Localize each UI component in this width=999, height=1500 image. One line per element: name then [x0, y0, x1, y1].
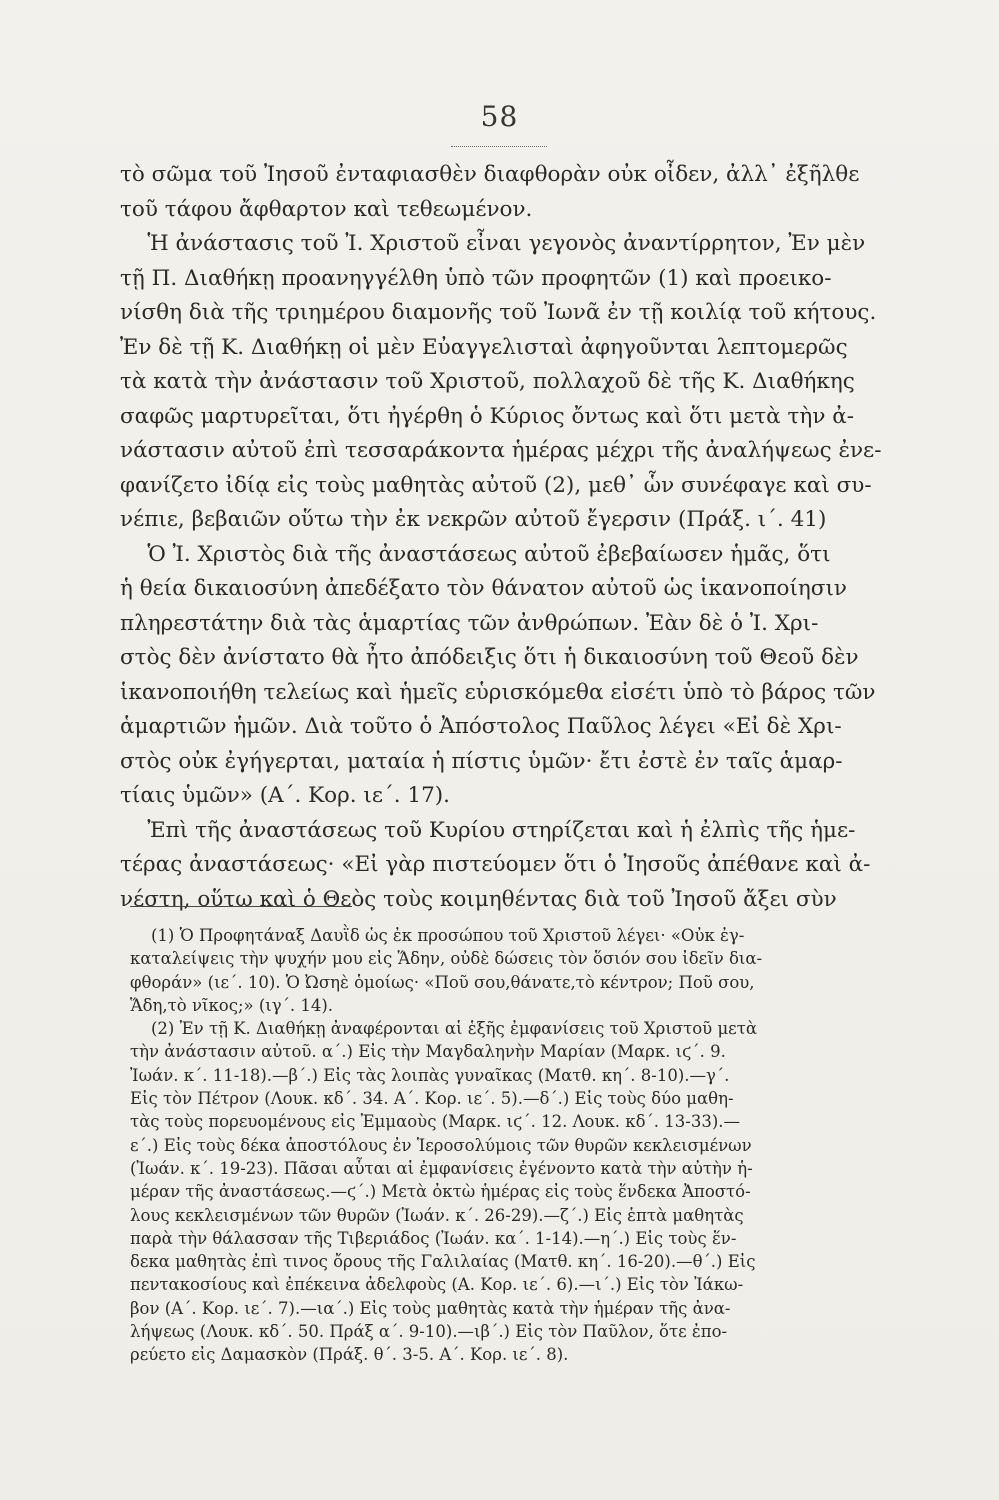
text-line: τῇ Π. Διαθήκῃ προανηγγέλθη ὑπὸ τῶν προφητῶν (1) καὶ προεικο- [120, 265, 832, 291]
footnote-line: ε΄.) Εἰς τοὺς δέκα ἀποστόλους ἐν Ἱεροσολύμοις τῶν θυρῶν κεκλεισμένων [130, 1135, 752, 1155]
footnote-line: (2) Ἐν τῇ Κ. Διαθήκῃ ἀναφέρονται αἱ ἑξῆς ἐμφανίσεις τοῦ Χριστοῦ μετὰ [130, 1019, 757, 1039]
text-line: τὸ σῶμα τοῦ Ἰησοῦ ἐνταφιασθὲν διαφθορὰν οὐκ οἶδεν, ἀλλ᾽ ἐξῆλθε [120, 162, 860, 187]
text-line: νίσθη διὰ τῆς τριημέρου διαμονῆς τοῦ Ἰωνᾶ ἐν τῇ κοιλίᾳ τοῦ κήτους. [120, 300, 877, 325]
footnote-line: παρὰ τὴν θάλασσαν τῆς Τιβεριάδος (Ἰωάν. κα΄. 1-14).—η΄.) Εἰς τοὺς ἕν- [130, 1228, 737, 1248]
text-line: νέστη, οὕτω καὶ ὁ Θεὸς τοὺς κοιμηθέντας διὰ τοῦ Ἰησοῦ ἄξει σὺν [120, 886, 837, 912]
footnote-line: ρεύετο εἰς Δαμασκὸν (Πράξ. θ΄. 3-5. Α΄. Κορ. ιε΄. 8). [130, 1345, 569, 1365]
footnote-line: Ἰωάν. κ΄. 11-18).—β΄.) Εἰς τὰς λοιπὰς γυναῖκας (Ματθ. κη΄. 8-10).—γ΄. [130, 1065, 730, 1085]
text-line: τοῦ τάφου ἄφθαρτον καὶ τεθεωμένον. [120, 196, 533, 222]
footnote-line: (1) Ὁ Προφητάναξ Δαυῒδ ὡς ἐκ προσώπου τοῦ Χριστοῦ λέγει· «Οὐκ ἐγ- [130, 926, 745, 945]
footnote-line: βον (Α΄. Κορ. ιε΄. 7).—ια΄.) Εἰς τοὺς μαθητὰς κατὰ τὴν ἡμέραν τῆς ἀνα- [130, 1298, 731, 1318]
text-line: νέπιε, βεβαιῶν οὕτω τὴν ἐκ νεκρῶν αὐτοῦ ἔγερσιν (Πράξ. ι΄. 41) [120, 507, 827, 532]
text-line: στὸς δὲν ἀνίστατο θὰ ἦτο ἀπόδειξις ὅτι ἡ δικαιοσύνη τοῦ Θεοῦ δὲν [120, 645, 859, 670]
footnote-line: Ἅδη,τὸ νῖκος;» (ιγ΄. 14). [130, 995, 334, 1015]
footnote-line: τὴν ἀνάστασιν αὐτοῦ. α΄.) Εἰς τὴν Μαγδαληνὴν Μαρίαν (Μαρκ. ιϛ΄. 9. [130, 1042, 726, 1062]
page-number: 58 [480, 100, 519, 133]
footnote-line: μέραν τῆς ἀναστάσεως.—ϛ΄.) Μετὰ ὀκτὼ ἡμέρας εἰς τοὺς ἕνδεκα Ἀποστό- [130, 1182, 751, 1202]
footnotes [130, 924, 905, 1367]
footnote-line: δεκα μαθητὰς ἐπὶ τινος ὄρους τῆς Γαλιλαίας (Ματθ. κη΄. 16-20).—θ΄.) Εἰς [130, 1252, 756, 1272]
footnote-line: λήψεως (Λουκ. κδ΄. 50. Πράξ α΄. 9-10).—ιβ΄.) Εἰς τὸν Παῦλον, ὅτε ἐπο- [130, 1322, 728, 1342]
footnote-line: Εἰς τὸν Πέτρον (Λουκ. κδ΄. 34. Α΄. Κορ. ιε΄. 5).—δ΄.) Εἰς τοὺς δύο μαθη- [130, 1089, 734, 1109]
footnote-line: φθοράν» (ιε΄. 10). Ὁ Ὠσηὲ ὁμοίως· «Ποῦ σου,θάνατε,τὸ κέντρον; Ποῦ σου, [130, 972, 755, 992]
text-line: φανίζετο ἰδίᾳ εἰς τοὺς μαθητὰς αὐτοῦ (2), μεθ᾽ ὧν συνέφαγε καὶ συ- [120, 472, 872, 498]
footnote-line: πεντακοσίους καὶ ἐπέκεινα ἀδελφοὺς (Α. Κορ. ιε΄. 6).—ι΄.) Εἰς τὸν Ἰάκω- [130, 1275, 744, 1295]
text-line: Ὁ Ἰ. Χριστὸς διὰ τῆς ἀναστάσεως αὐτοῦ ἐβεβαίωσεν ἡμᾶς, ὅτι [120, 541, 831, 567]
text-line: Ἐν δὲ τῇ Κ. Διαθήκῃ οἱ μὲν Εὐαγγελισταὶ ἀφηγοῦνται λεπτομερῶς [120, 334, 848, 360]
text-line: στὸς οὐκ ἐγήγερται, ματαία ἡ πίστις ὑμῶν· ἔτι ἐστὲ ἐν ταῖς ἁμαρ- [120, 748, 843, 774]
text-line: Ἡ ἀνάστασις τοῦ Ἰ. Χριστοῦ εἶναι γεγονὸς ἀναντίρρητον, Ἐν μὲν [120, 231, 866, 256]
footnote-line: (Ἰωάν. κ΄. 19-23). Πᾶσαι αὗται αἱ ἐμφανίσεις ἐγένοντο κατὰ τὴν αὐτὴν ἡ- [130, 1158, 753, 1178]
text-line: σαφῶς μαρτυρεῖται, ὅτι ἠγέρθη ὁ Κύριος ὄντως καὶ ὅτι μετὰ τὴν ἀ- [120, 403, 855, 429]
footnote-line: καταλείψεις τὴν ψυχήν μου εἰς Ἅδην, οὐδὲ δώσεις τὸν ὅσιόν σου ἰδεῖν δια- [130, 949, 763, 969]
text-line: νάστασιν αὐτοῦ ἐπὶ τεσσαράκοντα ἡμέρας μέχρι τῆς ἀναλήψεως ἐνε- [120, 438, 882, 463]
text-line: τέρας ἀναστάσεως· «Εἰ γὰρ πιστεύομεν ὅτι ὁ Ἰησοῦς ἀπέθανε καὶ ἀ- [120, 852, 871, 877]
text-line: τίαις ὑμῶν» (Α΄. Κορ. ιε΄. 17). [120, 783, 450, 808]
footnote-rule [130, 906, 352, 907]
text-line: τὰ κατὰ τὴν ἀνάστασιν τοῦ Χριστοῦ, πολλαχοῦ δὲ τῆς Κ. Διαθήκης [120, 369, 855, 394]
main-text [120, 158, 905, 917]
text-line: Ἐπὶ τῆς ἀναστάσεως τοῦ Κυρίου στηρίζεται καὶ ἡ ἐλπὶς τῆς ἡμε- [120, 817, 856, 843]
text-line: πληρεστάτην διὰ τὰς ἁμαρτίας τῶν ἀνθρώπων. Ἐὰν δὲ ὁ Ἰ. Χρι- [120, 610, 819, 636]
footnote-line: λους κεκλεισμένων τῶν θυρῶν (Ἰωάν. κ΄. 26-29).—ζ΄.) Εἰς ἑπτὰ μαθητὰς [130, 1205, 744, 1225]
text-line: ἡ θεία δικαιοσύνη ἀπεδέξατο τὸν θάνατον αὐτοῦ ὡς ἱκανοποίησιν [120, 576, 847, 601]
text-line: ἁμαρτιῶν ἡμῶν. Διὰ τοῦτο ὁ Ἀπόστολος Παῦλος λέγει «Εἰ δὲ Χρι- [120, 714, 842, 739]
text-line: ἱκανοποιήθη τελείως καὶ ἡμεῖς εὑρισκόμεθα εἰσέτι ὑπὸ τὸ βάρος τῶν [120, 679, 876, 705]
footnote-line: τὰς τοὺς πορευομένους εἰς Ἐμμαοὺς (Μαρκ. ιϛ΄. 12. Λουκ. κδ΄. 13-33).— [130, 1112, 741, 1132]
header-rule [451, 146, 547, 147]
